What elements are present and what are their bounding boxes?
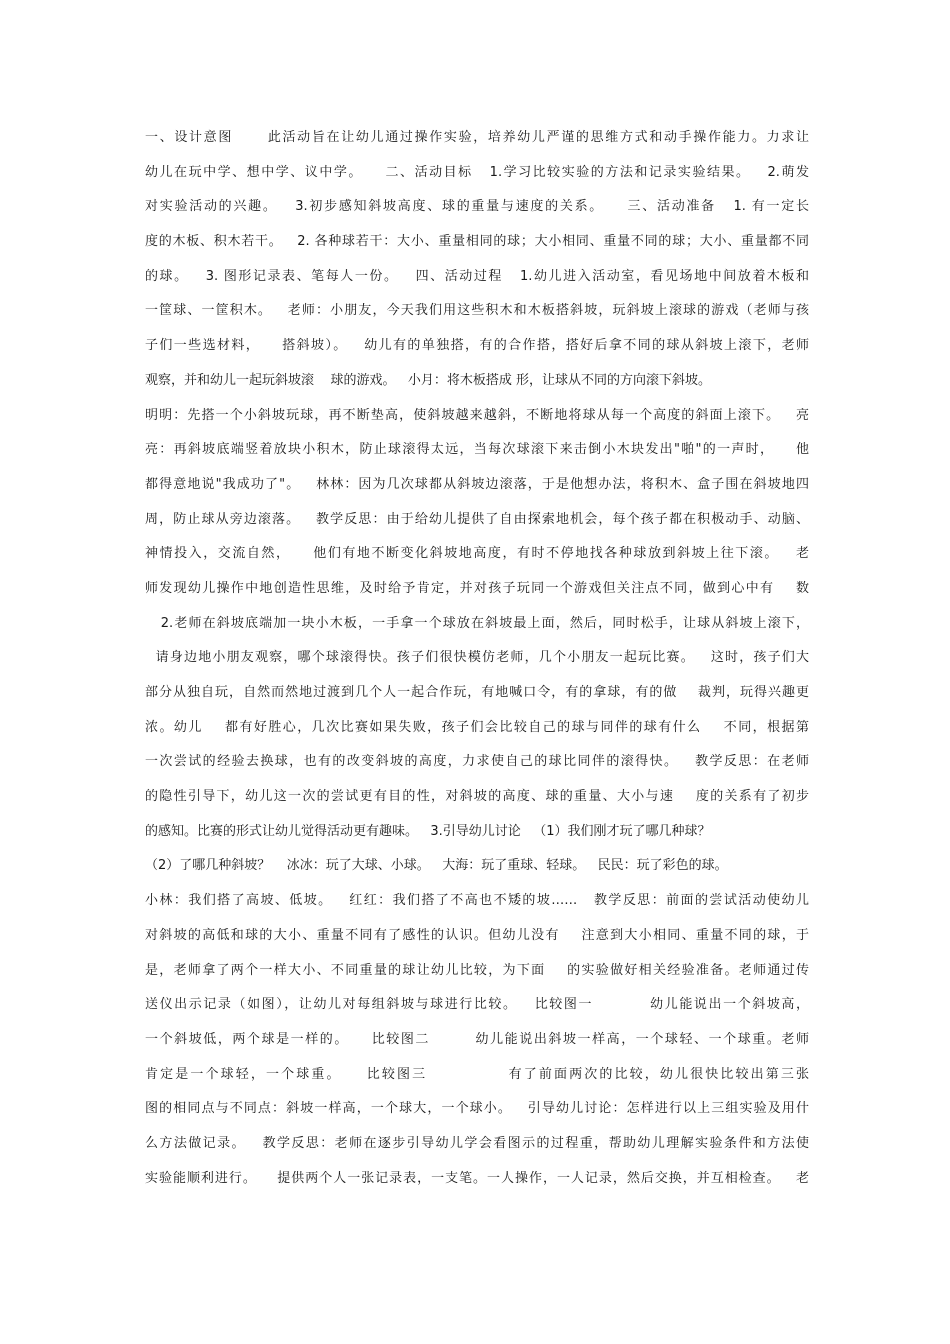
document-body (145, 121, 809, 1196)
text-line: 度的木板、积木若干。 2. 各种球若干：大小、重量相同的球；大小相同、重量不同的球；大小、重量都不同 (145, 234, 809, 250)
text-line: 小林：我们搭了高坡、低坡。 红红：我们搭了不高也不矮的坡…… 教学反思：前面的尝试活动使幼儿 (145, 893, 809, 909)
text-line: 部分从独自玩，自然而然地过渡到几个人一起合作玩，有地喊口令，有的拿球，有的做 裁判，玩得兴趣更 (145, 685, 809, 700)
text-line: 一个斜坡低，两个球是一样的。 比较图二 幼儿能说出斜坡一样高，一个球轻、一个球重。老师 (145, 1031, 809, 1047)
text-line: 师发现幼儿操作中地创造性思维，及时给予肯定，并对孩子玩同一个游戏但关注点不同，做到心中有 数 (145, 580, 809, 596)
text-line: 的隐性引导下，幼儿这一次的尝试更有目的性，对斜坡的高度、球的重量、大小与速 度的关系有了初步 (145, 789, 809, 805)
text-line: 对斜坡的高低和球的大小、重量不同有了感性的认识。但幼儿没有 注意到大小相同、重量不同的球，于 (145, 927, 809, 943)
text-line: 子们一些选材料， 搭斜坡）。 幼儿有的单独搭，有的合作搭，搭好后拿不同的球从斜坡上滚下，老师 (145, 338, 809, 354)
text-line: 图的相同点与不同点：斜坡一样高，一个球大，一个球小。 引导幼儿讨论：怎样进行以上三组实验及用什 (145, 1101, 809, 1117)
text-line: 请身边地小朋友观察，哪个球滚得快。孩子们很快模仿老师，几个小朋友一起玩比赛。 这时，孩子们大 (145, 650, 809, 666)
text-line: 神情投入，交流自然， 他们有地不断变化斜坡地高度，有时不停地找各种球放到斜坡上往下滚。 老 (145, 546, 809, 562)
text-line: 都得意地说"我成功了"。 林林：因为几次球都从斜坡边滚落，于是他想办法，将积木、盒子围在斜坡地四 (145, 476, 809, 492)
text-line: 的球。 3. 图形记录表、笔每人一份。 四、活动过程 1.幼儿进入活动室，看见场地中间放着木板和 (145, 268, 809, 284)
text-line: 送仪出示记录（如图），让幼儿对每组斜坡与球进行比较。 比较图一 幼儿能说出一个斜坡高， (145, 997, 809, 1013)
text-line: 实验能顺利进行。 提供两个人一张记录表，一支笔。一人操作，一人记录，然后交换，并互相检查。 老 (145, 1170, 809, 1186)
text-line: 明明：先搭一个小斜坡玩球，再不断垫高，使斜坡越来越斜，不断地将球从每一个高度的斜面上滚下。 亮 (145, 407, 809, 423)
text-line: 一筐球、一筐积木。 老师：小朋友，今天我们用这些积木和木板搭斜坡，玩斜坡上滚球的游戏（老师与孩 (145, 303, 809, 319)
text-line: 幼儿在玩中学、想中学、议中学。 二、活动目标 1.学习比较实验的方法和记录实验结果。 2.萌发 (145, 164, 809, 180)
text-line: 一次尝试的经验去换球，也有的改变斜坡的高度，力求使自己的球比同伴的滚得快。 教学反思：在老师 (145, 754, 809, 770)
text-line: 肯定是一个球轻，一个球重。 比较图三 有了前面两次的比较，幼儿很快比较出第三张 (145, 1066, 809, 1082)
text-line: 观察，并和幼儿一起玩斜坡滚 球的游戏。 小月：将木板搭成 形，让球从不同的方向滚下斜坡。 (145, 372, 712, 388)
text-line: 2.老师在斜坡底端加一块小木板，一手拿一个球放在斜坡最上面，然后，同时松手，让球从斜坡上滚下， (145, 615, 809, 631)
text-line: 的感知。比赛的形式让幼儿觉得活动更有趣味。 3.引导幼儿讨论 （1）我们刚才玩了哪几种球？ (145, 823, 711, 839)
text-line: 周，防止球从旁边滚落。 教学反思：由于给幼儿提供了自由探索地机会，每个孩子都在积极动手、动脑、 (145, 511, 809, 527)
text-line: 浓。幼儿 都有好胜心，几次比赛如果失败，孩子们会比较自己的球与同伴的球有什么 不同，根据第 (145, 719, 809, 735)
text-line: （2）了哪几种斜坡？ 冰冰：玩了大球、小球。 大海：玩了重球、轻球。 民民：玩了彩色的球。 (145, 858, 728, 874)
text-line: 一、设计意图 此活动旨在让幼儿通过操作实验，培养幼儿严谨的思维方式和动手操作能力。力求让 (145, 130, 809, 145)
text-line: 么方法做记录。 教学反思：老师在逐步引导幼儿学会看图示的过程重，帮助幼儿理解实验条件和方法使 (145, 1135, 809, 1151)
text-line: 亮：再斜坡底端竖着放块小积木，防止球滚得太远，当每次球滚下来击倒小木块发出"啪"的一声时， 他 (145, 442, 809, 458)
text-line: 是，老师拿了两个一样大小、不同重量的球让幼儿比较，为下面 的实验做好相关经验准备。老师通过传 (145, 962, 809, 978)
text-line: 对实验活动的兴趣。 3.初步感知斜坡高度、球的重量与速度的关系。 三、活动准备 1. 有一定长 (145, 199, 809, 215)
